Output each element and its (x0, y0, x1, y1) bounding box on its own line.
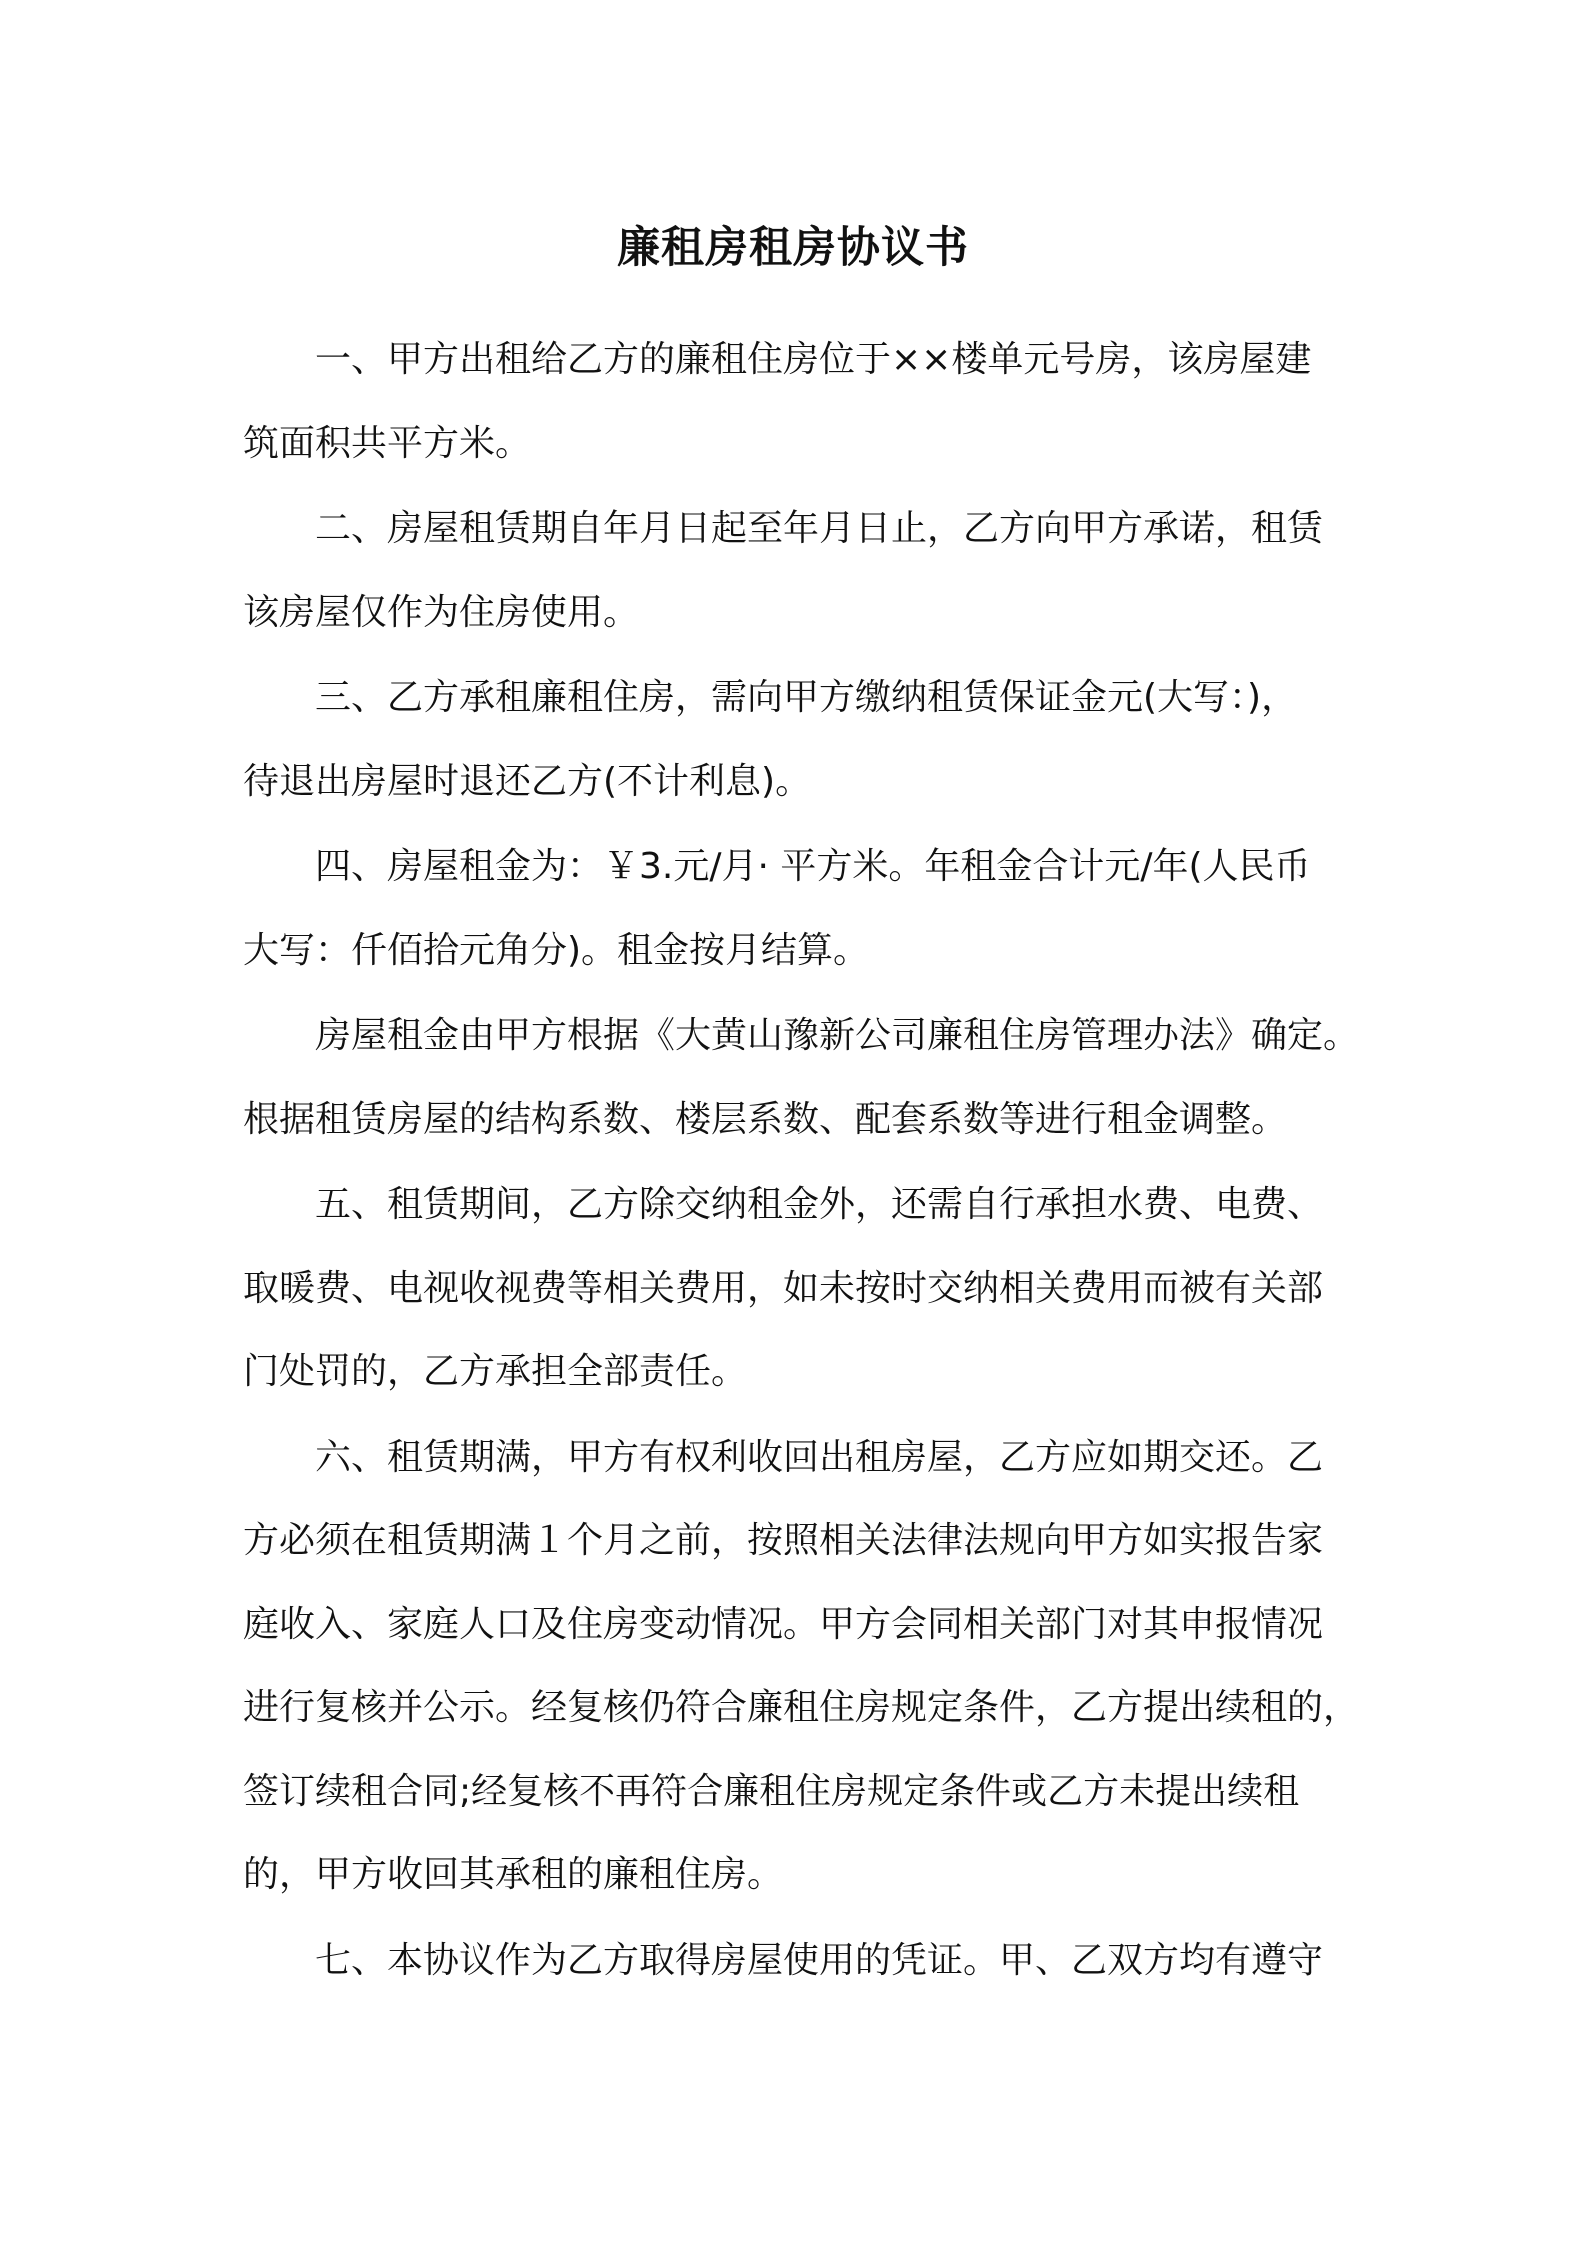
clause-1-line-1: 一、甲方出租给乙方的廉租住房位于××楼单元号房，该房屋建 (315, 339, 1312, 380)
clause-7-line-1: 七、本协议作为乙方取得房屋使用的凭证。甲、乙双方均有遵守 (315, 1939, 1324, 1981)
rent-adjustment-paragraph (243, 994, 1360, 1161)
clause-6-line-5: 签订续租合同;经复核不再符合廉租住房规定条件或乙方未提出续租 (243, 1770, 1300, 1812)
clause-7 (243, 1919, 1353, 2003)
clause-3-line-1: 三、乙方承租廉租住房，需向甲方缴纳租赁保证金元(大写：)， (315, 677, 1298, 718)
clause-4-line-2: 大写：仟佰拾元角分)。租金按月结算。 (243, 929, 870, 971)
clause-5-line-1: 五、租赁期间，乙方除交纳租金外，还需自行承担水费、电费、 (315, 1184, 1324, 1225)
clause-6-line-3: 庭收入、家庭人口及住房变动情况。甲方会同相关部门对其申报情况 (243, 1603, 1324, 1645)
clause-1 (243, 318, 1353, 485)
clause-6-line-6: 的，甲方收回其承租的廉租住房。 (243, 1854, 784, 1895)
document-title: 廉租房租房协议书 (617, 223, 969, 273)
clause-6-line-4: 进行复核并公示。经复核仍符合廉租住房规定条件，乙方提出续租的， (243, 1687, 1360, 1728)
clause-3-line-2: 待退出房屋时退还乙方(不计利息)。 (243, 760, 812, 802)
clause-4-line-1: 四、房屋租金为：￥3.元/月· 平方米。年租金合计元/年(人民币 (315, 846, 1311, 887)
rent-adjustment-line-2: 根据租赁房屋的结构系数、楼层系数、配套系数等进行租金调整。 (243, 1098, 1288, 1140)
clause-1-line-2: 筑面积共平方米。 (243, 422, 532, 464)
clause-2-line-2: 该房屋仅作为住房使用。 (243, 591, 640, 633)
clause-5-line-3: 门处罚的，乙方承担全部责任。 (243, 1351, 748, 1392)
clause-6 (243, 1416, 1360, 1917)
clause-5 (243, 1163, 1353, 1414)
document-body (243, 318, 1360, 2004)
clause-6-line-2: 方必须在租赁期满１个月之前，按照相关法律法规向甲方如实报告家 (243, 1520, 1324, 1561)
clause-2 (243, 487, 1353, 654)
clause-4 (243, 825, 1353, 992)
clause-2-line-1: 二、房屋租赁期自年月日起至年月日止，乙方向甲方承诺，租赁 (315, 508, 1324, 549)
rent-adjustment-line-1: 房屋租金由甲方根据《大黄山豫新公司廉租住房管理办法》确定。 (315, 1015, 1360, 1056)
clause-6-line-1: 六、租赁期满，甲方有权利收回出租房屋，乙方应如期交还。乙 (315, 1436, 1324, 1478)
clause-5-line-2: 取暖费、电视收视费等相关费用，如未按时交纳相关费用而被有关部 (243, 1267, 1324, 1309)
clause-3 (243, 656, 1353, 823)
